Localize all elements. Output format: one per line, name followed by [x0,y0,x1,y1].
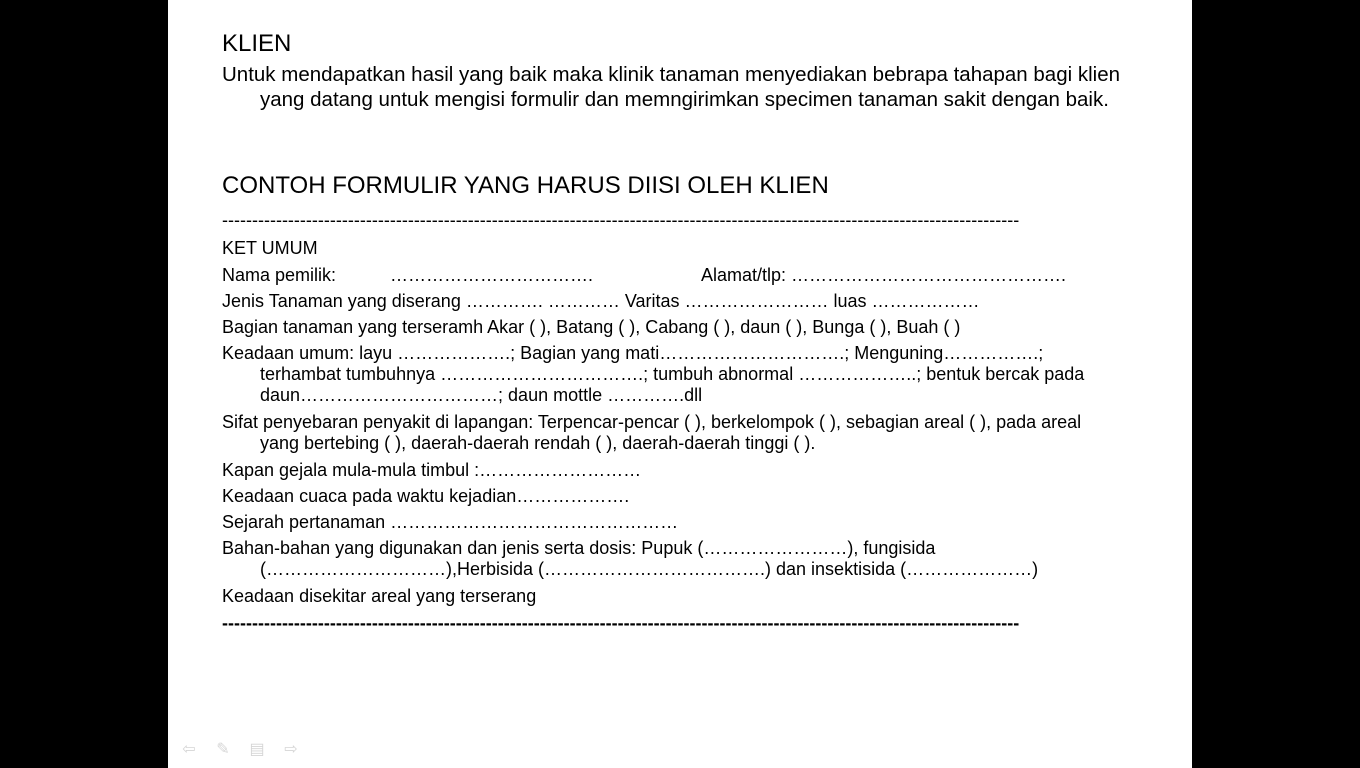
row-bagian-tanaman: Bagian tanaman yang terseramh Akar ( ), Batang ( ), Cabang ( ), daun ( ), Bunga ( ), Buah ( ) [222,317,961,337]
row-kapan-gejala: Kapan gejala mula-mula timbul :……………………… [222,460,642,480]
slideshow-nav-toolbar [178,742,302,758]
pen-icon[interactable]: ✎ [216,741,230,758]
nama-pemilik-label: Nama pemilik: [222,265,337,285]
row-bahan-dosis: Bahan-bahan yang digunakan dan jenis serta dosis: Pupuk (……………………), fungisida (…………………………),Herbisida (……………………………….) dan insektisida (…………………) [222,538,1039,579]
arrow-right-icon[interactable]: ⇨ [284,741,298,758]
heading-contoh-formulir: CONTOH FORMULIR YANG HARUS DIISI OLEH KLIEN [222,172,829,199]
row-sejarah-pertanaman: Sejarah pertanaman ………………………………………… [222,512,679,532]
menu-icon[interactable]: ▤ [249,741,265,758]
alamat-field: Alamat/tlp: ………………………………………. [701,265,1067,285]
arrow-left-icon[interactable]: ⇦ [182,741,196,758]
slide [168,0,1192,768]
dashed-separator-bottom: ------------------------------------------------------------------------------------------------------------------------------------- [222,614,1020,632]
section-ket-umum: KET UMUM [222,238,318,258]
dashed-separator-top: ------------------------------------------------------------------------------------------------------------------------------------- [222,211,1020,229]
row-keadaan-disekitar: Keadaan disekitar areal yang terserang [222,586,537,606]
row-sifat-penyebaran: Sifat penyebaran penyakit di lapangan: Terpencar-pencar ( ), berkelompok ( ), sebagian areal ( ), pada areal yang bertebing ( ), daerah-daerah rendah ( ), daerah-daerah tinggi ( ). [222,412,1082,453]
row-keadaan-cuaca: Keadaan cuaca pada waktu kejadian………………. [222,486,630,506]
row-keadaan-umum: Keadaan umum: layu ……………….; Bagian yang mati………………………….; Menguning…………….; terhambat tumbuhnya …………………………….; tumbuh abnormal ………………..; bentuk bercak pada daun……………………………; daun mottle ………….dll [222,343,1085,405]
nama-pemilik-dots: ……………………………. [390,265,594,285]
row-jenis-tanaman: Jenis Tanaman yang diserang …………. ………… Varitas …………………… luas ……………… [222,291,980,311]
heading-klien: KLIEN [222,30,292,57]
intro-paragraph: Untuk mendapatkan hasil yang baik maka klinik tanaman menyediakan bebrapa tahapan bagi klien yang datang untuk mengisi formulir dan memngirimkan specimen tanaman sakit dengan baik. [222,63,1121,111]
